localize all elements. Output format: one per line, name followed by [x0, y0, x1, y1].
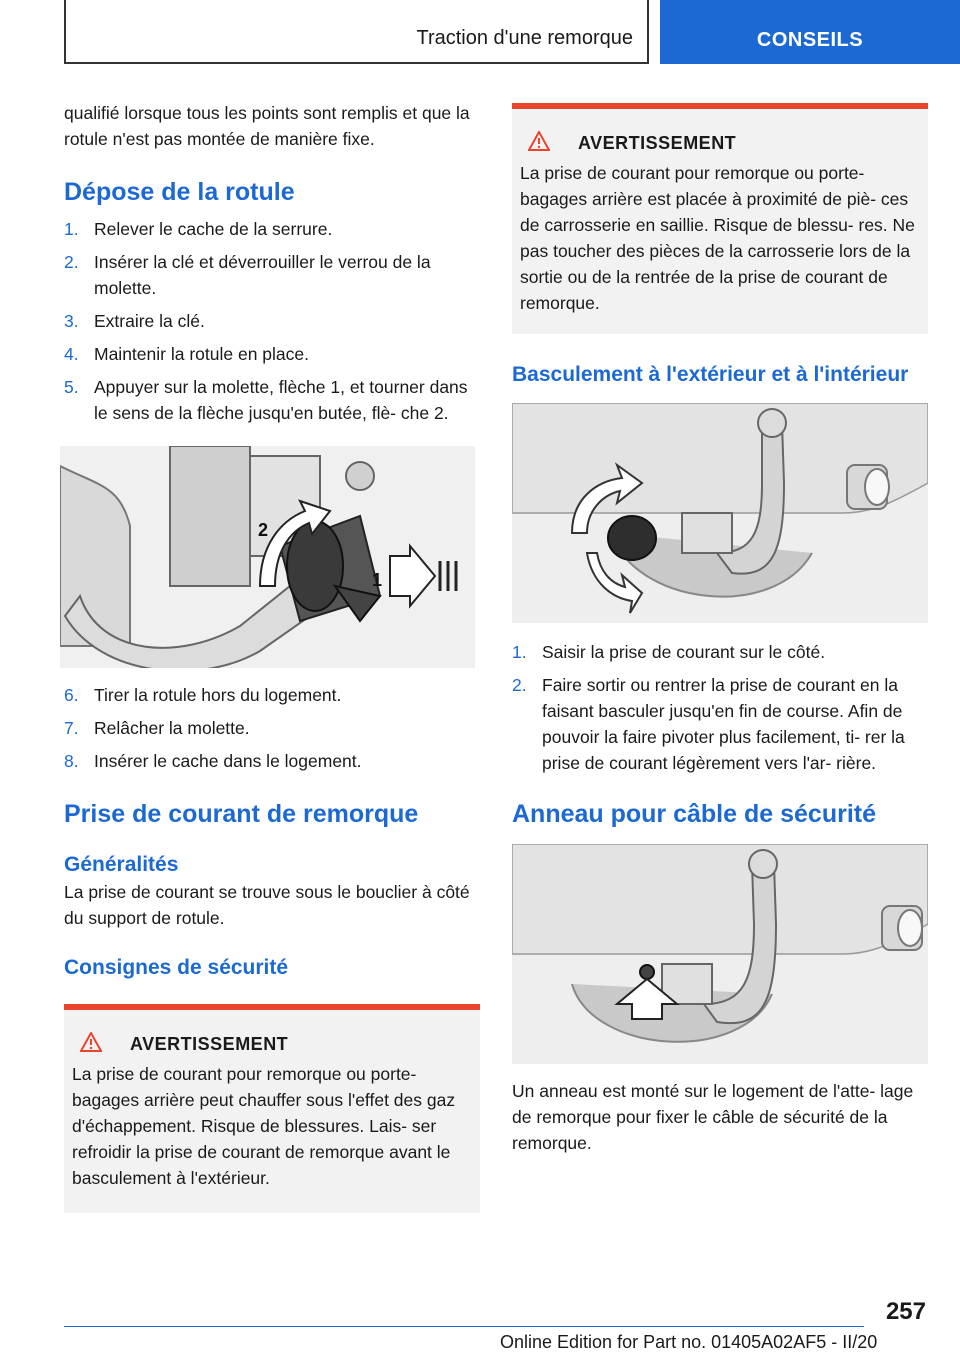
right-column — [512, 103, 928, 1156]
left-column — [64, 100, 480, 1213]
steps-list-a — [64, 216, 480, 426]
step-text: Relever le cache de la serrure. — [94, 219, 333, 239]
chapter-title: Traction d'une remorque — [416, 27, 633, 49]
warning-header — [520, 131, 920, 156]
intro-text: qualifié lorsque tous les points sont remplis et que la rotule n'est pas montée de manière fixe. — [64, 103, 470, 149]
warning-text: La prise de courant pour remorque ou porte-bagages arrière est placée à proximité de piè‐ ces de carrosserie en saillie. Risque de blessu‐ res. Ne pas toucher des pièces de la carrosserie lors de la sortie ou de la rentrée de la prise de courant de remorque. — [520, 163, 915, 313]
step-text: Saisir la prise de courant sur le côté. — [542, 642, 826, 662]
warning-text: La prise de courant pour remorque ou porte-bagages arrière peut chauffer sous l'effet des gaz d'échappement. Risque de blessures. Lais‐ ser refroidir la prise de courant de remorque avant le basculement à l'extérieur. — [72, 1064, 456, 1188]
step-number: 3. — [64, 311, 79, 331]
step-number: 7. — [64, 718, 79, 738]
step-text: Relâcher la molette. — [94, 718, 250, 738]
list-item — [512, 639, 928, 665]
arrow-label-2: 2 — [258, 520, 269, 540]
step-text: Faire sortir ou rentrer la prise de courant en la faisant basculer jusqu'en fin de course. Afin de pouvoir la faire pivoter plus facilement, ti‐ rer la prise de courant légèrement vers l'ar‐ rière. — [542, 675, 905, 773]
step-text: Insérer la clé et déverrouiller le verrou de la molette. — [94, 252, 431, 298]
edition-text: Online Edition for Part no. 01405A02AF5 - II/20 — [500, 1332, 878, 1352]
heading-prise: Prise de courant de remorque — [64, 800, 419, 828]
page-number: 257 — [885, 1298, 926, 1325]
tow-ball-removal-illustration — [60, 446, 475, 668]
step-text: Tirer la rotule hors du logement. — [94, 685, 342, 705]
step-text: Maintenir la rotule en place. — [94, 344, 309, 364]
steps-list-right — [512, 639, 928, 776]
heading-anneau: Anneau pour câble de sécurité — [512, 800, 876, 828]
list-item — [64, 748, 480, 774]
steps-list-b — [64, 682, 480, 774]
list-item — [512, 672, 928, 776]
warning-box-left — [64, 1004, 480, 1213]
warning-triangle-icon — [520, 131, 578, 156]
list-item — [64, 374, 480, 426]
step-text: Extraire la clé. — [94, 311, 205, 331]
step-number: 2. — [64, 252, 79, 272]
step-number: 5. — [64, 377, 79, 397]
heading-consignes: Consignes de sécurité — [64, 956, 289, 979]
warning-triangle-icon — [72, 1032, 130, 1057]
list-item — [64, 249, 480, 301]
heading-basculement: Basculement à l'extérieur et à l'intérieur — [512, 363, 909, 386]
footer-divider — [64, 1326, 864, 1327]
list-item — [64, 715, 480, 741]
step-number: 2. — [512, 675, 527, 695]
list-item — [64, 216, 480, 242]
general-text: La prise de courant se trouve sous le bouclier à côté du support de rotule. — [64, 882, 470, 928]
step-number: 6. — [64, 685, 79, 705]
warning-title: AVERTISSEMENT — [130, 1034, 289, 1054]
warning-header — [72, 1032, 472, 1057]
header-chapter-box — [64, 0, 649, 64]
warning-box-right — [512, 103, 928, 334]
anneau-text: Un anneau est monté sur le logement de l'atte‐ lage de remorque pour fixer le câble de sécurité de la remorque. — [512, 1081, 914, 1153]
step-text: Insérer le cache dans le logement. — [94, 751, 362, 771]
step-number: 1. — [512, 642, 527, 662]
heading-generalites: Généralités — [64, 853, 179, 876]
section-title: CONSEILS — [756, 29, 864, 51]
heading-depose: Dépose de la rotule — [64, 178, 295, 206]
list-item — [64, 308, 480, 334]
warning-title: AVERTISSEMENT — [578, 133, 737, 153]
arrow-label-1: 1 — [372, 570, 383, 590]
step-number: 4. — [64, 344, 79, 364]
step-text: Appuyer sur la molette, flèche 1, et tourner dans le sens de la flèche jusqu'en butée, flè‐ che 2. — [94, 377, 468, 423]
step-number: 8. — [64, 751, 79, 771]
safety-cable-ring-illustration — [512, 844, 928, 1064]
list-item — [64, 682, 480, 708]
socket-swivel-illustration — [512, 403, 928, 623]
step-number: 1. — [64, 219, 79, 239]
header-section-tab — [660, 0, 960, 64]
list-item — [64, 341, 480, 367]
